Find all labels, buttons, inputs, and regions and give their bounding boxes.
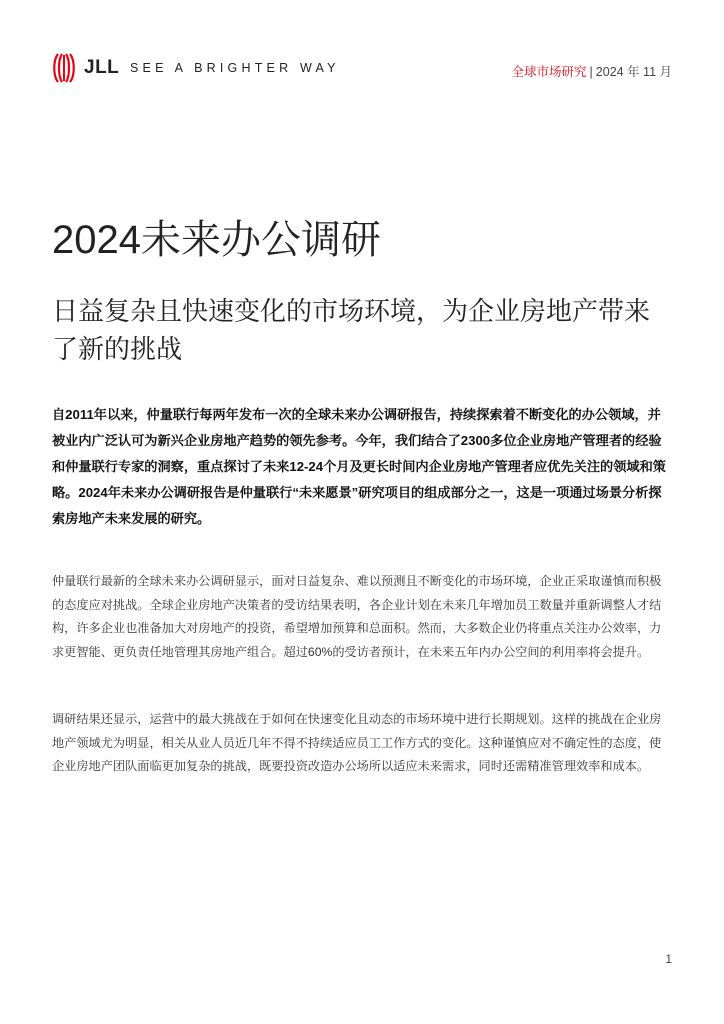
- header-separator: |: [589, 65, 593, 79]
- document-subtitle: 日益复杂且快速变化的市场环境，为企业房地产带来了新的挑战: [52, 296, 651, 364]
- brand-name: JLL: [84, 57, 120, 78]
- lead-paragraph: 自2011年以来，仲量联行每两年发布一次的全球未来办公调研报告，持续探索着不断变化的办公领域，并被业内广泛认可为新兴企业房地产趋势的领先参考。今年，我们结合了2300多位企业房地产管理者的经验和仲量联行专家的洞察，重点探讨了未来12-24个月及更长时间内企业房地产管理者应优先关注的领域和策略。2024年未来办公调研报告是仲量联行“未来愿景”研究项目的组成部分之一，这是一项通过场景分析探索房地产未来发展的研究。: [52, 407, 666, 526]
- page-number: 1: [665, 952, 672, 966]
- body-paragraph-2: 调研结果还显示，运营中的最大挑战在于如何在快速变化且动态的市场环境中进行长期规划。这样的挑战在企业房地产领域尤为明显，相关从业人员近几年不得不持续适应员工工作方式的变化。这种谨慎应对不确定性的态度，使企业房地产团队面临更加复杂的挑战，既要投资改造办公场所以适应未来需求，同时还需精准管理效率和成本。: [52, 712, 662, 773]
- header-meta: [512, 62, 672, 80]
- jll-logo: [52, 52, 119, 84]
- document-title: 2024未来办公调研: [52, 218, 381, 262]
- report-category: 全球市场研究: [511, 65, 587, 79]
- jll-logo-mark-icon: [52, 52, 78, 84]
- body-paragraph-1: 仲量联行最新的全球未来办公调研显示，面对日益复杂、难以预测且不断变化的市场环境，企业正采取谨慎而积极的态度应对挑战。全球企业房地产决策者的受访结果表明，各企业计划在未来几年增加员工数量并重新调整人才结构，许多企业也准备加大对房地产的投资，希望增加预算和总面积。然而，大多数企业仍将重点关注办公效率，力求更智能、更负责任地管理其房地产组合。超过60%的受访者预计，在未来五年内办公空间的利用率将会提升。: [52, 574, 662, 659]
- page-header: [52, 52, 672, 86]
- brand-tagline: SEE A BRIGHTER WAY: [130, 61, 340, 75]
- report-date: 2024 年 11 月: [595, 65, 672, 79]
